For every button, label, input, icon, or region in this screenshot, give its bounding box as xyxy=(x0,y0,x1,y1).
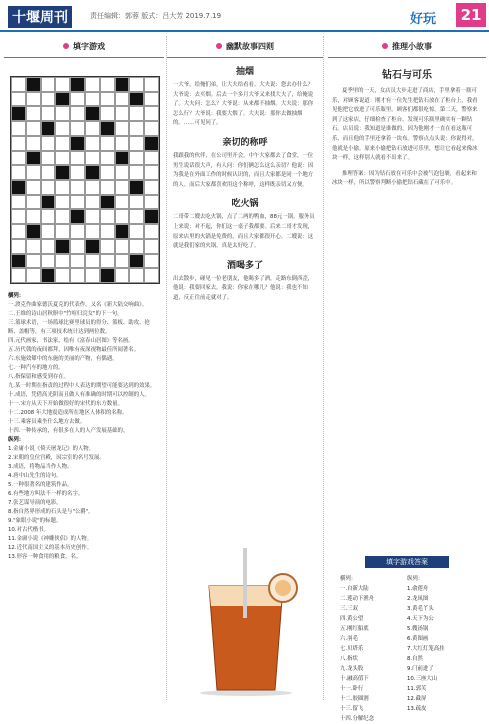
joke-title: 亲切的称呼 xyxy=(222,137,268,148)
grid-cell xyxy=(129,239,144,254)
grid-cell xyxy=(100,106,115,121)
grid-cell xyxy=(85,224,100,239)
grid-cell xyxy=(85,195,100,210)
answer-heading: 横列： xyxy=(340,576,357,582)
clue-item: 四.元代画家，书法家，绘有《富春山居图》等名画。 xyxy=(8,338,134,344)
bullet-icon xyxy=(63,43,69,49)
grid-cell xyxy=(115,180,130,195)
newspaper-logo: 十堰周刊 xyxy=(8,6,72,28)
bullet-icon xyxy=(382,43,388,49)
grid-cell xyxy=(70,165,85,180)
column-heading: 填字游戏 xyxy=(4,36,164,58)
grid-cell xyxy=(85,92,100,107)
grid-cell xyxy=(85,209,100,224)
clue-item: 5.一种很著名的建筑作品。 xyxy=(8,482,73,488)
answer-item: 九.龙头股 xyxy=(340,666,364,672)
answer-item: 8.自然 xyxy=(407,656,423,662)
grid-cell xyxy=(41,151,56,166)
story-column xyxy=(328,36,486,722)
answer-item: 十一.卧行 xyxy=(340,686,364,692)
editor-info: 责任编辑：郭蓉 版式：吕大芳 2019.7.19 xyxy=(90,12,222,20)
grid-cell xyxy=(26,136,41,151)
grid-cell xyxy=(26,165,41,180)
page-number: 21 xyxy=(456,3,486,27)
grid-cell xyxy=(70,224,85,239)
grid-cell xyxy=(85,268,100,283)
grid-cell xyxy=(115,165,130,180)
answer-item: 12.截屏 xyxy=(407,696,427,702)
grid-cell xyxy=(100,121,115,136)
clue-item: 13.形容一种食用的粮食，名。 xyxy=(8,554,82,560)
grid-cell xyxy=(41,195,56,210)
joke-title: 吃火锅 xyxy=(231,199,259,210)
grid-cell xyxy=(115,121,130,136)
grid-cell xyxy=(115,209,130,224)
grid-cell xyxy=(144,268,159,283)
story-answer: 推理答案：因为钻石放在可乐中会被气泡包裹，看起来和冰块一样，所以警察判断小偷把钻石藏在了可乐中。 xyxy=(332,170,477,187)
grid-cell xyxy=(144,165,159,180)
grid-cell xyxy=(115,151,130,166)
answer-down xyxy=(407,574,474,724)
answer-item: 十三.留飞 xyxy=(340,706,364,712)
clue-item: 8.指自然界形成的石头是与"公爵"。 xyxy=(8,509,94,515)
grid-cell xyxy=(100,180,115,195)
grid-cell xyxy=(26,224,41,239)
answer-item: 2.龙凤图 xyxy=(407,596,429,602)
clue-item: 二.王维的诗山居秋暝中"竹喧归浣女"的下一句。 xyxy=(8,311,123,317)
grid-cell xyxy=(41,92,56,107)
grid-cell xyxy=(85,180,100,195)
grid-cell xyxy=(55,77,70,92)
grid-cell xyxy=(85,121,100,136)
answer-heading: 纵列： xyxy=(407,576,424,582)
grid-cell xyxy=(41,224,56,239)
grid-cell xyxy=(100,136,115,151)
grid-cell xyxy=(129,77,144,92)
bullet-icon xyxy=(216,43,222,49)
grid-cell xyxy=(55,195,70,210)
grid-cell xyxy=(11,209,26,224)
grid-cell xyxy=(129,165,144,180)
grid-cell xyxy=(144,254,159,269)
grid-cell xyxy=(41,268,56,283)
grid-cell xyxy=(55,180,70,195)
column-heading: 推理小故事 xyxy=(328,36,486,58)
grid-cell xyxy=(100,268,115,283)
answer-item: 5.嫂汤锅 xyxy=(407,626,429,632)
grid-cell xyxy=(11,106,26,121)
clue-item: 11.金庸小说《神雕侠侣》的人物。 xyxy=(8,536,93,542)
grid-cell xyxy=(41,209,56,224)
clue-item: 七.一种汽车的地方的。 xyxy=(8,365,64,371)
grid-cell xyxy=(129,268,144,283)
grid-cell xyxy=(129,136,144,151)
clue-item: 九.某一时期在指责的过程中人表达的期望可能要达到的效果。 xyxy=(8,383,156,389)
page-header xyxy=(0,0,489,32)
clue-item: 十.成语，凭借高光阴而且做人有准确的时期可以控制的人。 xyxy=(8,392,150,398)
grid-cell xyxy=(115,77,130,92)
joke-text: 一大爷，给俺们弟，让大夫给看看。大夫说：您去办什么？大爷说：去买烟。后去一个多月大爷又来找大夫了，给俺说了。大夫问：怎么？大爷说：从来都不抽烟。大夫说：那你怎么行？大爷说：我要大烟了。大夫说：那你去做抽烟的。……可见问了。 xyxy=(173,82,314,127)
grid-cell xyxy=(41,106,56,121)
grid-cell xyxy=(144,180,159,195)
answer-item: 三.三双 xyxy=(340,606,358,612)
clue-item: 12.近代南国主义的基本历史创作。 xyxy=(8,545,93,551)
grid-cell xyxy=(26,92,41,107)
grid-cell xyxy=(129,209,144,224)
grid-cell xyxy=(11,239,26,254)
grid-cell xyxy=(55,136,70,151)
grid-cell xyxy=(100,195,115,210)
grid-cell xyxy=(70,77,85,92)
answer-item: 一.自新大陆 xyxy=(340,586,369,592)
grid-cell xyxy=(85,165,100,180)
grid-cell xyxy=(70,106,85,121)
clue-item: 十一.宋方从天下开始做很好的宋代的东方数量。 xyxy=(8,401,123,407)
grid-cell xyxy=(85,239,100,254)
clue-item: 6.有些地方叫法不一样的名字。 xyxy=(8,491,84,497)
answer-item: 11.郭芙 xyxy=(407,686,427,692)
answer-item: 十四.分解纪念 xyxy=(340,716,375,722)
answer-item: 10.三座大山 xyxy=(407,676,438,682)
grid-cell xyxy=(115,136,130,151)
grid-cell xyxy=(26,268,41,283)
clue-item: 三.篮球术语，一场篮球比赛里球员的得分、篮板、助攻、抢断、盖帽等，有三项技术统计达到两位数。 xyxy=(8,320,150,335)
grid-cell xyxy=(70,121,85,136)
answer-item: 6.黄图画 xyxy=(407,636,429,642)
clue-item: 六.东施效颦中的东施的美丽的产物，有偶遇。 xyxy=(8,356,118,362)
clue-heading: 横列： xyxy=(8,293,25,299)
grid-cell xyxy=(129,195,144,210)
joke-text: 出去散步，碰见一位老朋友，他喝多了酒，走路东倒西歪，他说：我要回家去。我说：你家在哪儿？他说：我也不知道，反正往前走就对了。 xyxy=(173,275,314,301)
grid-cell xyxy=(26,77,41,92)
grid-cell xyxy=(144,77,159,92)
answer-item: 4.天下为公 xyxy=(407,616,434,622)
grid-cell xyxy=(115,254,130,269)
answer-item: 9.门前进了 xyxy=(407,666,434,672)
grid-cell xyxy=(100,254,115,269)
puzzle-column xyxy=(4,36,164,700)
grid-cell xyxy=(129,254,144,269)
grid-cell xyxy=(11,268,26,283)
answer-item: 13.疏皮 xyxy=(407,706,427,712)
clue-item: 十四.一种传承的，有很多在人的人产发展基础的。 xyxy=(8,428,129,434)
grid-cell xyxy=(26,209,41,224)
grid-cell xyxy=(85,77,100,92)
grid-cell xyxy=(11,195,26,210)
joke-text: 二哥带二嫂去吃火锅，点了二两的鸭血，88元一锅。服务员上来说：对不起，你们这一桌子我都要。后来二哥才发现，原来店里的火锅是免费的，而且大家都很开心。二嫂说：这就是我们家的火锅，真是太好吃了。 xyxy=(173,214,315,250)
grid-cell xyxy=(26,121,41,136)
grid-cell xyxy=(41,136,56,151)
answer-item: 3.黄毛丫头 xyxy=(407,606,434,612)
grid-cell xyxy=(41,239,56,254)
grid-cell xyxy=(55,121,70,136)
grid-cell xyxy=(85,106,100,121)
grid-cell xyxy=(144,121,159,136)
grid-cell xyxy=(41,165,56,180)
answer-item: 十二.胶圈割 xyxy=(340,696,369,702)
grid-cell xyxy=(115,195,130,210)
clue-item: 一.渡克作曲家德沃夏克的代表作，又名《新大陆交响曲》。 xyxy=(8,302,148,308)
grid-cell xyxy=(55,209,70,224)
grid-cell xyxy=(26,106,41,121)
clue-item: 10.对古代楷书。 xyxy=(8,527,49,533)
answer-item: 7.大红灯笼高挂 xyxy=(407,646,445,652)
joke-title: 酒喝多了 xyxy=(226,260,263,271)
grid-cell xyxy=(100,165,115,180)
clue-item: 7.张艺谋导演的电影。 xyxy=(8,500,62,506)
grid-cell xyxy=(100,224,115,239)
clue-item: 9."象眼小说"的标题。 xyxy=(8,518,62,524)
grid-cell xyxy=(115,92,130,107)
grid-cell xyxy=(11,254,26,269)
answer-title: 填字游戏答案 xyxy=(365,556,449,568)
grid-cell xyxy=(144,106,159,121)
grid-cell xyxy=(70,254,85,269)
grid-cell xyxy=(26,151,41,166)
grid-cell xyxy=(55,92,70,107)
grid-cell xyxy=(85,151,100,166)
clue-item: 4.唐中山先生的诗句。 xyxy=(8,473,62,479)
grid-cell xyxy=(55,239,70,254)
grid-cell xyxy=(100,92,115,107)
grid-cell xyxy=(144,239,159,254)
grid-cell xyxy=(11,121,26,136)
grid-cell xyxy=(70,180,85,195)
clue-heading: 纵列： xyxy=(8,437,25,443)
joke-title: 抽烟 xyxy=(235,67,254,77)
grid-cell xyxy=(85,136,100,151)
clue-item: 十三.乘客员乘坐什么地方去做。 xyxy=(8,419,86,425)
grid-cell xyxy=(144,92,159,107)
column-heading: 幽默故事四则 xyxy=(167,36,323,58)
grid-cell xyxy=(144,209,159,224)
clue-item: 1.金庸小说《倚天屠龙记》的人物。 xyxy=(8,446,95,452)
story-title: 钻石与可乐 xyxy=(382,70,432,81)
comedy-column xyxy=(166,36,324,700)
answer-item: 七.贝塔乐 xyxy=(340,646,364,652)
answer-box xyxy=(340,556,474,724)
grid-cell xyxy=(41,121,56,136)
grid-cell xyxy=(144,151,159,166)
grid-cell xyxy=(129,106,144,121)
answer-item: 四.黄公望 xyxy=(340,616,364,622)
grid-cell xyxy=(26,180,41,195)
grid-cell xyxy=(70,239,85,254)
grid-cell xyxy=(115,106,130,121)
grid-cell xyxy=(100,239,115,254)
section-name: 好玩 xyxy=(410,12,437,27)
answer-item: 五.刚红船底 xyxy=(340,626,369,632)
grid-cell xyxy=(129,92,144,107)
answer-item: 1.俞莲舟 xyxy=(407,586,429,592)
grid-cell xyxy=(11,77,26,92)
grid-cell xyxy=(41,77,56,92)
grid-cell xyxy=(70,136,85,151)
grid-cell xyxy=(70,151,85,166)
grid-cell xyxy=(70,195,85,210)
clue-item: 3.成语，将物品当作人物。 xyxy=(8,464,73,470)
clue-item: 八.指保留和感受到存在。 xyxy=(8,374,70,380)
grid-cell xyxy=(85,254,100,269)
grid-cell xyxy=(70,209,85,224)
clue-item: 十二.2008 年大地震造成所在地区人体积的名称。 xyxy=(8,410,128,416)
grid-cell xyxy=(115,224,130,239)
grid-cell xyxy=(11,151,26,166)
grid-cell xyxy=(144,136,159,151)
grid-cell xyxy=(11,165,26,180)
grid-cell xyxy=(70,268,85,283)
story-text: 夏季里的一天，女店员大步走进了商店，手里拿着一瓶可乐，对顾客说道：刚才有一位先生把钻石放在了柜台上，我看见他把它放进了可乐瓶里。顾客们都很吃惊。第二天，警察来到了这家店，仔细检查了柜台，发现可乐瓶里确实有一颗钻石。店员说：我知道是谁做的，因为他刚才一直在看这瓶可乐，而且他的手里还拿着一块布。警察点点头说：你说得对，他就是小偷。原来小偷把钻石放进可乐里，想让它看起来像冰块一样，这样别人就看不出来了。 xyxy=(332,88,478,162)
grid-cell xyxy=(11,180,26,195)
answer-item: 八.指状 xyxy=(340,656,358,662)
grid-cell xyxy=(11,224,26,239)
answer-item: 十.融高值下 xyxy=(340,676,369,682)
grid-cell xyxy=(100,77,115,92)
answer-across xyxy=(340,574,407,724)
grid-cell xyxy=(129,151,144,166)
grid-cell xyxy=(70,92,85,107)
grid-cell xyxy=(100,151,115,166)
grid-cell xyxy=(115,268,130,283)
grid-cell xyxy=(129,224,144,239)
grid-cell xyxy=(55,254,70,269)
grid-cell xyxy=(11,136,26,151)
grid-cell xyxy=(55,165,70,180)
grid-cell xyxy=(26,239,41,254)
grid-cell xyxy=(41,254,56,269)
grid-cell xyxy=(11,92,26,107)
grid-cell xyxy=(100,209,115,224)
grid-cell xyxy=(55,151,70,166)
grid-cell xyxy=(55,268,70,283)
grid-cell xyxy=(55,224,70,239)
clue-item: 2.宋朝的皇位宫殿，因宗室的名号发展。 xyxy=(8,455,105,461)
crossword-grid xyxy=(10,76,160,284)
answer-item: 六.羽毛 xyxy=(340,636,358,642)
clues-list xyxy=(8,292,160,562)
grid-cell xyxy=(129,180,144,195)
drink-illustration xyxy=(177,548,315,696)
clue-item: 五.历代戟的夜间都拜，因唯有夜深视物最佳所闻著名。 xyxy=(8,347,140,353)
grid-cell xyxy=(115,239,130,254)
grid-cell xyxy=(26,195,41,210)
grid-cell xyxy=(41,180,56,195)
grid-cell xyxy=(144,195,159,210)
answer-item: 二.莲动下渔舟 xyxy=(340,596,375,602)
joke-text: 我跟我的伙伴，在公司里开会，中午大家都去了食堂，一位男生说话很大声，有人问：你们俩怎么这么亲切？他说：因为我是在外面工作的时候认识的，而且大家都是同一个地方的人。而后大家都喜欢用这个称呼，这样既亲切又方便。 xyxy=(173,152,314,188)
grid-cell xyxy=(144,224,159,239)
grid-cell xyxy=(55,106,70,121)
grid-cell xyxy=(26,254,41,269)
grid-cell xyxy=(129,121,144,136)
